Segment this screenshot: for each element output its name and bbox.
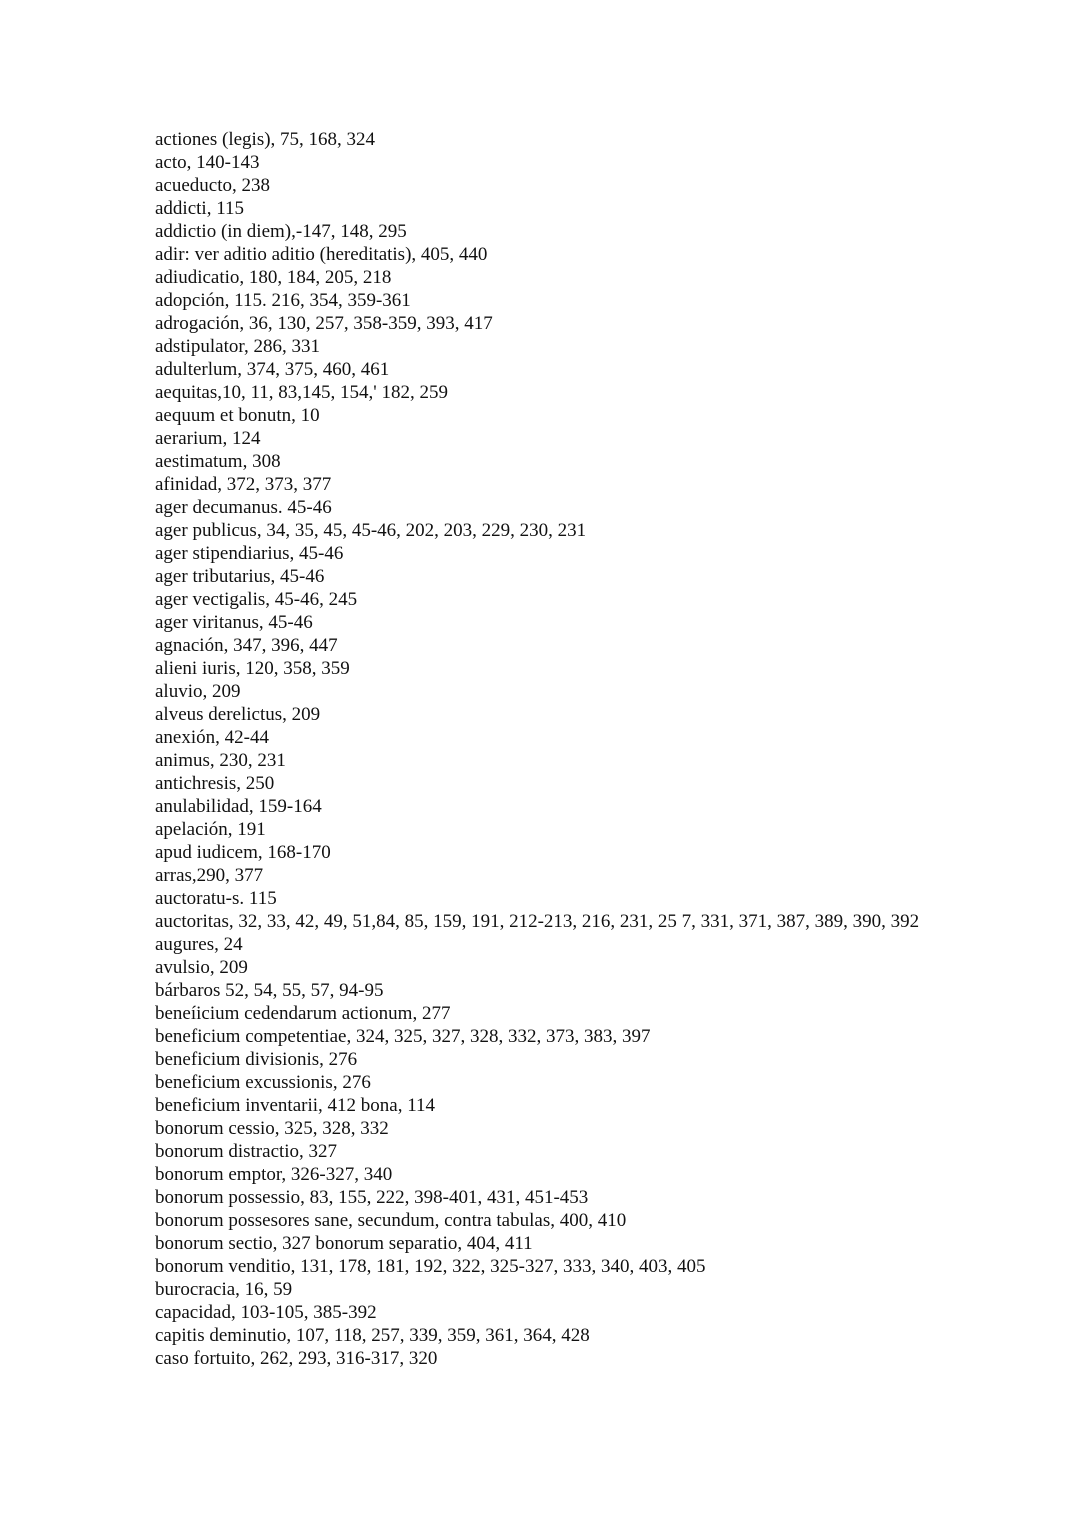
index-entry: animus, 230, 231 — [155, 750, 286, 771]
index-entry: aerarium, 124 — [155, 428, 261, 449]
index-entry: ager publicus, 34, 35, 45, 45-46, 202, 203, 229, 230, 231 — [155, 520, 587, 541]
index-entry: antichresis, 250 — [155, 773, 275, 794]
index-entry: ager tributarius, 45-46 — [155, 566, 325, 587]
index-entry: adir: ver aditio aditio (hereditatis), 405, 440 — [155, 244, 488, 265]
index-entry: addictio (in diem),-147, 148, 295 — [155, 221, 407, 242]
index-entry: capitis deminutio, 107, 118, 257, 339, 359, 361, 364, 428 — [155, 1325, 590, 1346]
index-entry: bonorum venditio, 131, 178, 181, 192, 322, 325-327, 333, 340, 403, 405 — [155, 1256, 706, 1277]
index-page — [155, 128, 945, 1370]
index-entry: capacidad, 103-105, 385-392 — [155, 1302, 377, 1323]
index-entry: avulsio, 209 — [155, 957, 248, 978]
index-entry: bárbaros 52, 54, 55, 57, 94-95 — [155, 980, 384, 1001]
index-entry: aequitas,10, 11, 83,145, 154,' 182, 259 — [155, 382, 448, 403]
index-entry: acueducto, 238 — [155, 175, 271, 196]
index-entry: ager decumanus. 45-46 — [155, 497, 332, 518]
index-entry: ager viritanus, 45-46 — [155, 612, 313, 633]
index-entry: caso fortuito, 262, 293, 316-317, 320 — [155, 1348, 438, 1369]
index-entry: anulabilidad, 159-164 — [155, 796, 322, 817]
index-entry: anexión, 42-44 — [155, 727, 269, 748]
index-entry: beneficium divisionis, 276 — [155, 1049, 358, 1070]
index-entry: alieni iuris, 120, 358, 359 — [155, 658, 350, 679]
index-entry: ager stipendiarius, 45-46 — [155, 543, 344, 564]
index-entry: adstipulator, 286, 331 — [155, 336, 320, 357]
index-entry: beneficium excussionis, 276 — [155, 1072, 371, 1093]
index-entry: ager vectigalis, 45-46, 245 — [155, 589, 358, 610]
index-entry: aestimatum, 308 — [155, 451, 281, 472]
index-entry: beneficium inventarii, 412 bona, 114 — [155, 1095, 435, 1116]
index-entry: adulterlum, 374, 375, 460, 461 — [155, 359, 390, 380]
index-entry: auctoritas, 32, 33, 42, 49, 51,84, 85, 159, 191, 212-213, 216, 231, 25 7, 331, 371, 387, 389, 390, 392 — [155, 911, 920, 932]
index-entry: adopción, 115. 216, 354, 359-361 — [155, 290, 411, 311]
index-entry: agnación, 347, 396, 447 — [155, 635, 338, 656]
index-entry: auctoratu-s. 115 — [155, 888, 277, 909]
index-entry: beneficium competentiae, 324, 325, 327, 328, 332, 373, 383, 397 — [155, 1026, 651, 1047]
index-entry: beneíicium cedendarum actionum, 277 — [155, 1003, 451, 1024]
index-entry: adrogación, 36, 130, 257, 358-359, 393, 417 — [155, 313, 493, 334]
index-entry: bonorum possesores sane, secundum, contra tabulas, 400, 410 — [155, 1210, 627, 1231]
index-entry: addicti, 115 — [155, 198, 244, 219]
index-entry: bonorum sectio, 327 bonorum separatio, 404, 411 — [155, 1233, 533, 1254]
index-entry: bonorum emptor, 326-327, 340 — [155, 1164, 393, 1185]
index-entry: augures, 24 — [155, 934, 243, 955]
index-entry: apud iudicem, 168-170 — [155, 842, 331, 863]
index-entry: actiones (legis), 75, 168, 324 — [155, 129, 376, 150]
index-entry: acto, 140-143 — [155, 152, 260, 173]
index-entry: bonorum distractio, 327 — [155, 1141, 338, 1162]
index-entry: afinidad, 372, 373, 377 — [155, 474, 332, 495]
index-entry: aluvio, 209 — [155, 681, 241, 702]
index-entry: bonorum possessio, 83, 155, 222, 398-401, 431, 451-453 — [155, 1187, 589, 1208]
index-entry: alveus derelictus, 209 — [155, 704, 321, 725]
index-entry: arras,290, 377 — [155, 865, 264, 886]
index-entry: apelación, 191 — [155, 819, 266, 840]
index-entry: aequum et bonutn, 10 — [155, 405, 320, 426]
index-entry: burocracia, 16, 59 — [155, 1279, 293, 1300]
index-entry: adiudicatio, 180, 184, 205, 218 — [155, 267, 392, 288]
index-entry: bonorum cessio, 325, 328, 332 — [155, 1118, 389, 1139]
